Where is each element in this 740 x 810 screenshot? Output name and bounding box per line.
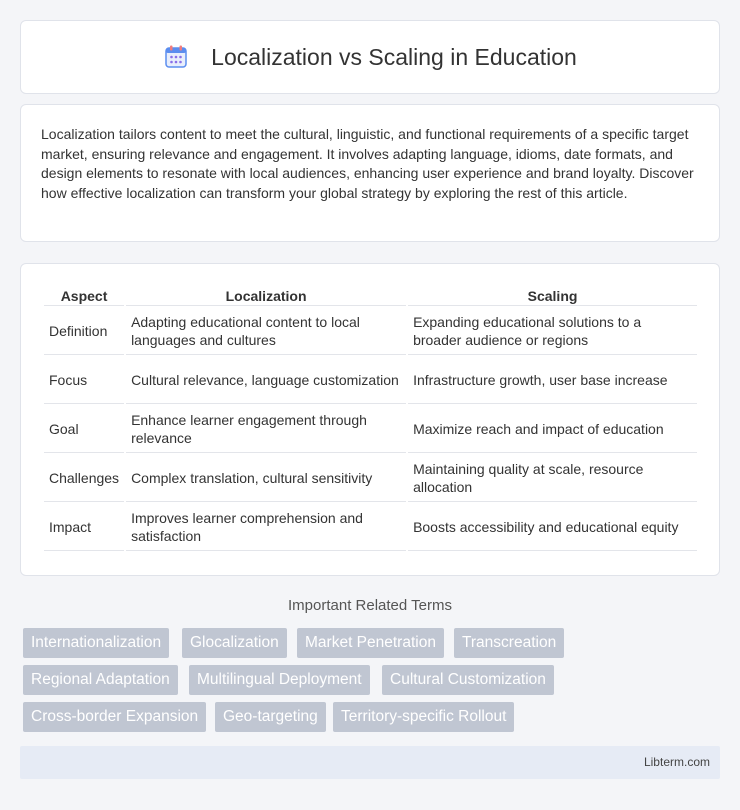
comparison-table-card (20, 263, 720, 576)
localization-cell: Cultural relevance, language customization (126, 357, 406, 404)
localization-cell: Complex translation, cultural sensitivity (126, 455, 406, 502)
aspect-cell: Goal (44, 406, 124, 453)
term-tag-transcreation[interactable]: Transcreation (454, 628, 564, 658)
footer (20, 746, 720, 779)
term-tag-cross-border-expansion[interactable]: Cross-border Expansion (23, 702, 206, 732)
aspect-cell: Definition (44, 308, 124, 355)
table-row (44, 406, 697, 453)
localization-cell: Adapting educational content to local languages and cultures (126, 308, 406, 355)
scaling-cell: Infrastructure growth, user base increase (408, 357, 697, 404)
intro-text: Localization tailors content to meet the cultural, linguistic, and functional requirements of a specific target market, ensuring relevance and engagement. It involves adapting language, idioms, date formats, and design elements to resonate with local audiences, enhancing user experience and brand loyalty. Discover how effective localization can transform your global strategy by exploring the rest of this article. (41, 126, 694, 201)
intro-card (20, 104, 720, 242)
localization-cell: Improves learner comprehension and satisfaction (126, 504, 406, 551)
table-row (44, 455, 697, 502)
table-row (44, 504, 697, 551)
scaling-cell: Maintaining quality at scale, resource allocation (408, 455, 697, 502)
table-row (44, 357, 697, 404)
scaling-cell: Boosts accessibility and educational equity (408, 504, 697, 551)
header-scaling: Scaling (408, 286, 697, 306)
title-card (20, 20, 720, 94)
term-tag-multilingual-deployment[interactable]: Multilingual Deployment (189, 665, 370, 695)
term-tag-cultural-customization[interactable]: Cultural Customization (382, 665, 554, 695)
localization-cell: Enhance learner engagement through relevance (126, 406, 406, 453)
related-terms-title: Important Related Terms (288, 597, 452, 614)
table-header-row (44, 286, 697, 306)
aspect-cell: Focus (44, 357, 124, 404)
page-title: Localization vs Scaling in Education (211, 43, 577, 70)
header-localization: Localization (126, 286, 406, 306)
aspect-cell: Challenges (44, 455, 124, 502)
calendar-icon (163, 44, 189, 70)
footer-site-link[interactable]: Libterm.com (643, 755, 710, 769)
comparison-table (42, 284, 699, 553)
term-tag-market-penetration[interactable]: Market Penetration (297, 628, 444, 658)
aspect-cell: Impact (44, 504, 124, 551)
term-tag-territory-specific-rollout[interactable]: Territory-specific Rollout (333, 702, 514, 732)
table-row (44, 308, 697, 355)
scaling-cell: Expanding educational solutions to a broader audience or regions (408, 308, 697, 355)
term-tag-internationalization[interactable]: Internationalization (23, 628, 169, 658)
header-aspect: Aspect (44, 286, 124, 306)
term-tag-regional-adaptation[interactable]: Regional Adaptation (23, 665, 178, 695)
term-tag-glocalization[interactable]: Glocalization (182, 628, 287, 658)
term-tag-geo-targeting[interactable]: Geo-targeting (215, 702, 326, 732)
scaling-cell: Maximize reach and impact of education (408, 406, 697, 453)
